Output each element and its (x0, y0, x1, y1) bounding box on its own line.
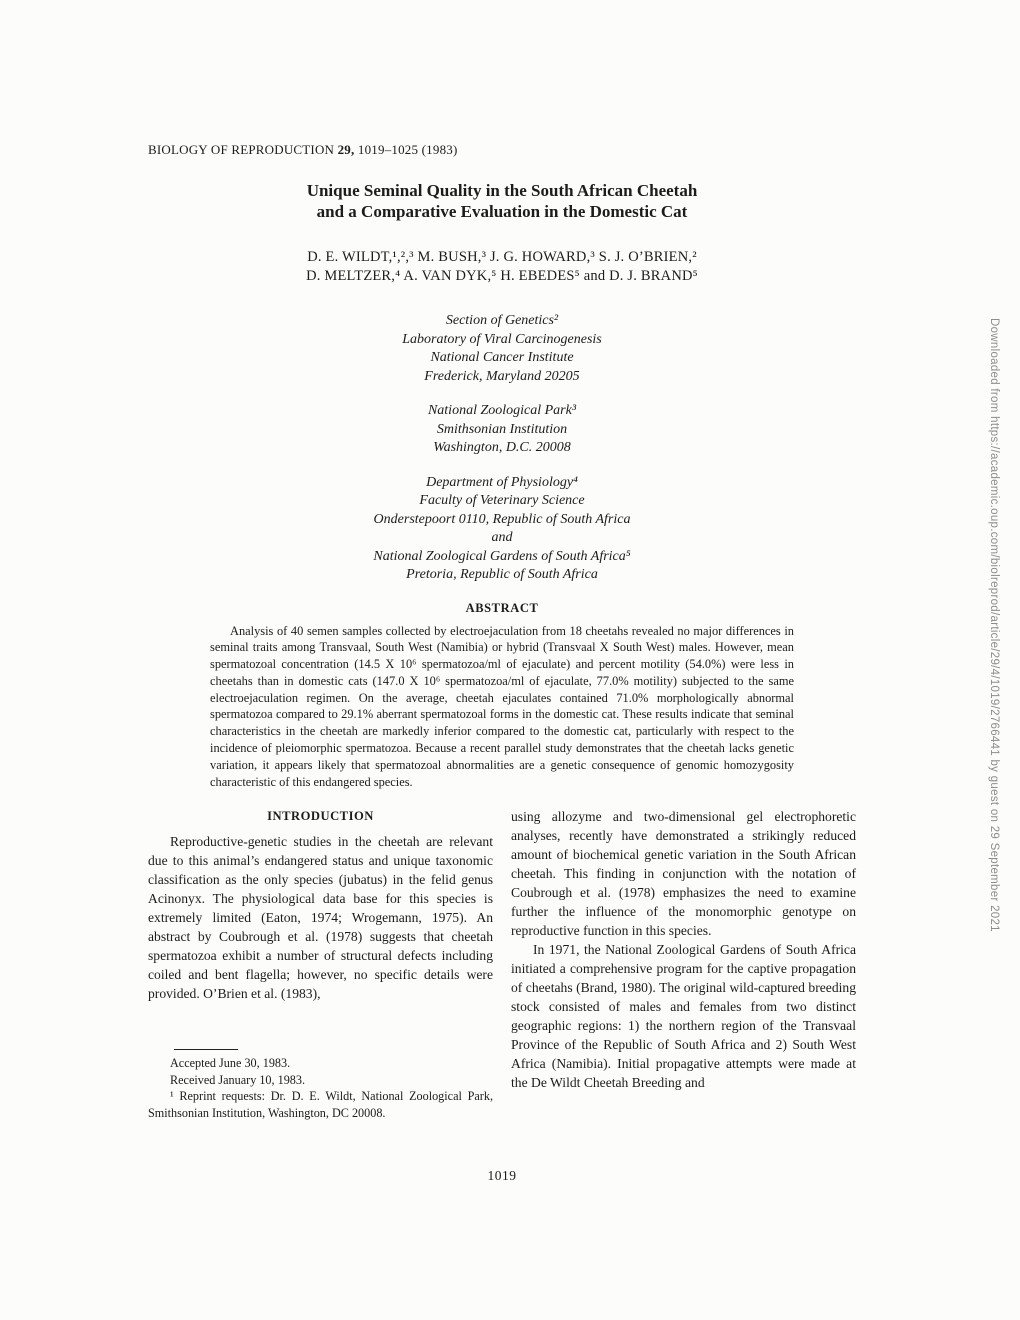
affiliation-line: Smithsonian Institution (436, 421, 568, 437)
paper-title-line2: and a Comparative Evaluation in the Domestic Cat (316, 202, 688, 221)
abstract-heading: ABSTRACT (465, 600, 539, 615)
footnote-accepted: Accepted June 30, 1983. (170, 1056, 291, 1071)
authors (148, 248, 856, 286)
affiliation-line: Laboratory of Viral Carcinogenesis (402, 331, 602, 347)
affiliation-line: Pretoria, Republic of South Africa (406, 567, 598, 582)
two-column-body (148, 807, 856, 1121)
affiliation-line: Onderstepoort 0110, Republic of South Africa (373, 511, 631, 527)
introduction-heading: INTRODUCTION (267, 809, 374, 824)
intro-left-paragraph: Reproductive-genetic studies in the cheetah are relevant due to this animal’s endangered status and unique taxonomic classification as the only species (jubatus) in the felid genus Acinonyx. The physiological data base for this species is extremely limited (Eaton, 1974; Wrogemann, 1975). An abstract by Coubrough et al. (1978) suggests that cheetah spermatozoa exhibit a number of structural defects including coiled and bent flagella; however, no specific details were provided. O’Brien et al. (1983), (148, 834, 493, 1002)
footnote-reprint-requests: ¹ Reprint requests: Dr. D. E. Wildt, National Zoological Park, Smithsonian Institution, Washington, DC 20008. (148, 1089, 493, 1120)
affiliation-line: Faculty of Veterinary Science (419, 493, 585, 508)
affiliation-line: National Zoological Gardens of South Africa⁵ (373, 548, 631, 564)
affiliation-line: Department of Physiology⁴ (426, 474, 578, 490)
left-column (148, 807, 493, 1121)
download-watermark: Downloaded from https://academic.oup.com/biolreprod/article/29/4/1019/2766441 by guest on 29 September 2021 (988, 318, 1000, 932)
journal-volume: 29, (337, 142, 355, 157)
affiliation-line: Washington, D.C. 20008 (433, 440, 571, 455)
affiliation-block-zoo-park (148, 402, 856, 458)
affiliation-line: National Zoological Park³ (427, 403, 577, 418)
paper-title (148, 180, 856, 222)
footnote-rule (174, 1049, 238, 1050)
journal-header (148, 142, 856, 158)
affiliation-block-physiology (148, 474, 856, 585)
page-number: 1019 (487, 1168, 517, 1183)
right-column (511, 807, 856, 1121)
paper-title-line1: Unique Seminal Quality in the South African Cheetah (306, 181, 698, 200)
footnote-received: Received January 10, 1983. (170, 1072, 306, 1087)
affiliation-line: Frederick, Maryland 20205 (424, 368, 580, 384)
authors-line1: D. E. WILDT,¹,²,³ M. BUSH,³ J. G. HOWARD,³ S. J. O’BRIEN,² (307, 249, 697, 265)
abstract-text: Analysis of 40 semen samples collected by electroejaculation from 18 cheetahs revealed no major differences in seminal traits among Transvaal, South West (Namibia) or hybrid (Transvaal X South West) males. However, mean spermatozoal concentration (14.5 X 10⁶ spermatozoa/ml of ejaculate) and percent motility (54.0%) were less in cheetahs than in domestic cats (147.0 X 10⁶ spermatozoa/ml of ejaculate, 77.0% motility) subjected to the same electroejaculation regimen. On the average, cheetah ejaculates contained 71.0% morphologically abnormal spermatozoa compared to 29.1% aberrant spermatozoal forms in the domestic cat. These results indicate that seminal characteristics in the cheetah are markedly inferior compared to the domestic cat, particularly with respect to the incidence of pleiomorphic spermatozoa. Because a recent parallel study demonstrates that the cheetah lacks genetic variation, it appears likely that spermatozoal abnormalities are a genetic consequence of genomic homozygosity characteristic of this endangered species. (210, 623, 794, 789)
intro-right-paragraph-1: using allozyme and two-dimensional gel electrophoretic analyses, recently have demonstrated a strikingly reduced amount of biochemical genetic variation in the South African cheetah. This finding in conjunction with the notation of Coubrough et al. (1978) emphasizes the need to examine further the influence of the monomorphic genotype on reproductive function in this species. (511, 809, 856, 939)
journal-pages-year: 1019–1025 (1983) (357, 142, 458, 157)
affiliation-block-genetics (148, 312, 856, 386)
affiliation-line: Section of Genetics² (445, 313, 559, 328)
journal-name: BIOLOGY OF REPRODUCTION (148, 142, 335, 157)
paper-content (148, 142, 856, 1121)
authors-line2: D. MELTZER,⁴ A. VAN DYK,⁵ H. EBEDES⁵ and D. J. BRAND⁵ (306, 268, 698, 284)
affiliations (148, 312, 856, 585)
affiliation-line: and (491, 530, 513, 545)
affiliation-line: National Cancer Institute (430, 350, 574, 365)
intro-right-paragraph-2: In 1971, the National Zoological Gardens of South Africa initiated a comprehensive program for the captive propagation of cheetahs (Brand, 1980). The original wild-captured breeding stock consisted of males and females from two distinct geographic regions: 1) the northern region of the Transvaal Province of the Republic of South Africa and 2) South West Africa (Namibia). Initial propagative attempts were made at the De Wildt Cheetah Breeding and (511, 942, 856, 1091)
footnote (148, 1049, 493, 1121)
